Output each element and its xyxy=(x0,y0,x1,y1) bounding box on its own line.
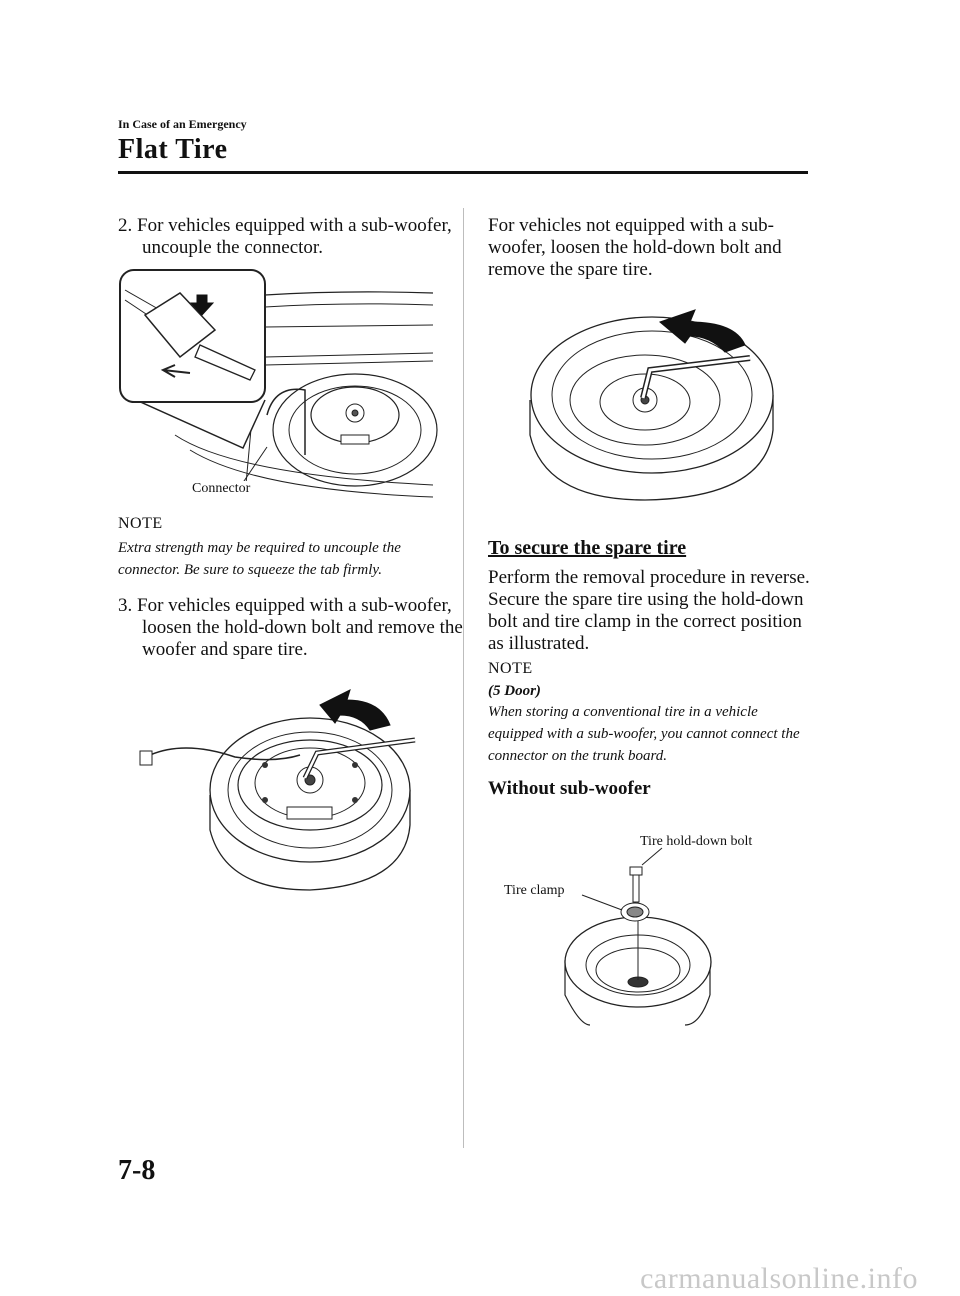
column-divider xyxy=(463,208,464,1148)
watermark-text: carmanualsonline.info xyxy=(640,1262,918,1295)
page-number: 7-8 xyxy=(118,1155,156,1186)
bolt-clamp-illustration xyxy=(560,840,720,1030)
right-note-text: When storing a conventional tire in a vehicle equipped with a sub-woofer, you cannot connect the connector on the trunk board. xyxy=(488,704,800,764)
right-note-sub: (5 Door) xyxy=(488,683,541,699)
without-subwoofer-heading: Without sub-woofer xyxy=(488,778,651,799)
secure-text: Perform the removal procedure in reverse. Secure the spare tire using the hold-down bolt and tire clamp in the correct position as illustrated. xyxy=(488,567,810,654)
step-3-text: 3. For vehicles equipped with a sub-woofer, loosen the hold-down bolt and remove the woofer and spare tire. xyxy=(118,595,463,660)
section-title: In Case of an Emergency xyxy=(118,117,247,131)
bolt-label: Tire hold-down bolt xyxy=(640,834,753,849)
spare-tire-illustration xyxy=(525,310,780,510)
secure-heading: To secure the spare tire xyxy=(488,537,687,559)
left-note-heading: NOTE xyxy=(118,515,163,532)
woofer-tire-illustration xyxy=(135,685,425,900)
clamp-label: Tire clamp xyxy=(504,883,565,898)
right-note-heading: NOTE xyxy=(488,660,533,677)
left-note-text: Extra strength may be required to uncouple the connector. Be sure to squeeze the tab firmly. xyxy=(118,540,401,578)
title-rule xyxy=(118,171,808,174)
step-2-text: 2. For vehicles equipped with a sub-woofer, uncouple the connector. xyxy=(118,215,452,258)
intro-text: For vehicles not equipped with a sub-woofer, loosen the hold-down bolt and remove the spare tire. xyxy=(488,215,782,280)
connector-illustration xyxy=(115,265,435,505)
connector-label: Connector xyxy=(192,481,251,496)
page-title: Flat Tire xyxy=(118,134,228,165)
